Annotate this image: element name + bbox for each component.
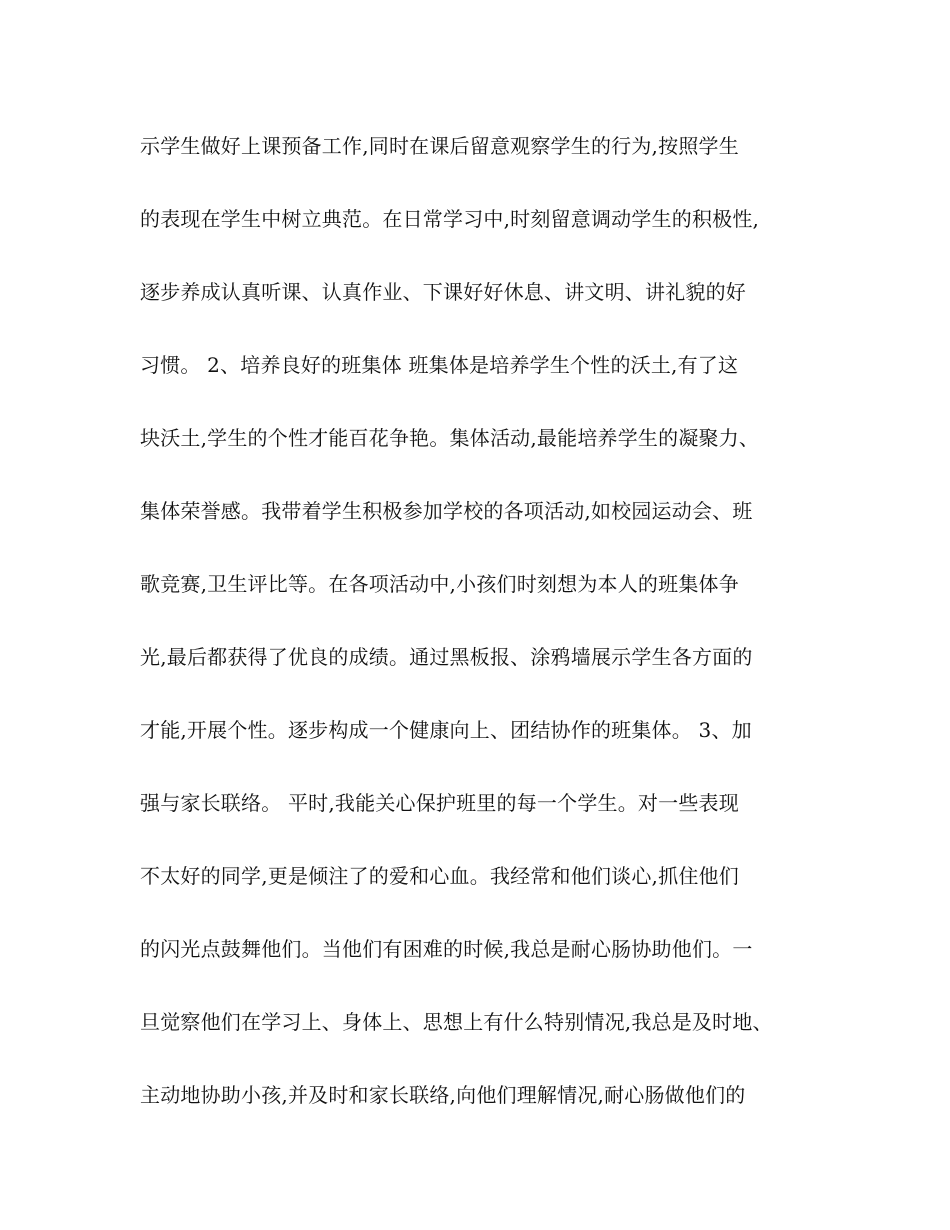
text-line: 光,最后都获得了优良的成绩。通过黑板报、涂鸦墙展示学生各方面的 bbox=[140, 645, 753, 669]
text-line: 的表现在学生中树立典范。在日常学习中,时刻留意调动学生的积极性, bbox=[140, 207, 760, 231]
text-line: 歌竞赛,卫生评比等。在各项活动中,小孩们时刻想为本人的班集体争 bbox=[140, 572, 739, 596]
text-line: 块沃土,学生的个性才能百花争艳。集体活动,最能培养学生的凝聚力、 bbox=[140, 426, 760, 450]
body-text bbox=[140, 124, 830, 1146]
text-line: 强与家长联络。 平时,我能关心保护班里的每一个学生。对一些表现 bbox=[140, 791, 739, 815]
text-line: 习惯。 2、培养良好的班集体 班集体是培养学生个性的沃土,有了这 bbox=[140, 353, 739, 377]
text-line: 不太好的同学,更是倾注了的爱和心血。我经常和他们谈心,抓住他们 bbox=[140, 864, 739, 888]
text-line: 集体荣誉感。我带着学生积极参加学校的各项活动,如校园运动会、班 bbox=[140, 499, 753, 523]
text-line: 旦觉察他们在学习上、身体上、思想上有什么特别情况,我总是及时地、 bbox=[140, 1010, 773, 1034]
text-line: 主动地协助小孩,并及时和家长联络,向他们理解情况,耐心肠做他们的 bbox=[140, 1083, 746, 1107]
text-line: 才能,开展个性。逐步构成一个健康向上、团结协作的班集体。 3、加 bbox=[140, 718, 752, 742]
text-line: 逐步养成认真听课、认真作业、下课好好休息、讲文明、讲礼貌的好 bbox=[140, 280, 746, 304]
text-line: 示学生做好上课预备工作,同时在课后留意观察学生的行为,按照学生 bbox=[140, 134, 739, 158]
text-line: 的闪光点鼓舞他们。当他们有困难的时候,我总是耐心肠协助他们。一 bbox=[140, 937, 753, 961]
